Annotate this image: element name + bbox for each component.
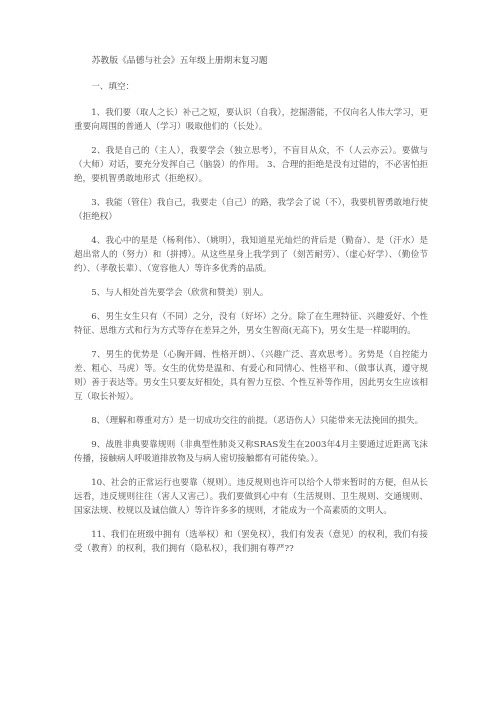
question-paragraph-9: 9、战胜非典要靠规则（非典型性肺炎又称SRAS发生在2003年4月主要通过近距离飞沫传播，接触病人呼吸道排放物及与病人密切接触都有可能传染。）。 (74, 440, 428, 464)
document-body (74, 54, 428, 566)
question-paragraph-5: 5、与人相处首先要学会（欣赏和赞美）别人。 (91, 288, 269, 298)
question-paragraph-8: 8、（理解和尊重对方）是一切成功交往的前提。（恶语伤人）只能带来无法挽回的损失。 (91, 416, 424, 426)
question-paragraph-4: 4、我心中的星是（杨利伟）、（姚明），我知道星光灿烂的背后是（勤奋）、是（汗水）是超出常人的（努力）和（拼搏）。从这些星身上我学到了（刻苦耐劳）、（虚心好学）、（勤俭节约）、（孝敬长辈）、（宽容他人）等许多优秀的品质。 (74, 236, 428, 274)
question-paragraph-6: 6、男生女生只有（不同）之分，没有（好坏）之分。除了在生理特征、兴趣爱好、个性特征、思维方式和行为方式等存在差异之外，男女生智商(无高下)，男女生是一样聪明的。 (74, 312, 428, 336)
question-paragraph-7: 7、男生的优势是（心胸开阔、性格开朗）、（兴趣广泛、喜欢思考）。劣势是（自控能力差、粗心、马虎）等。女生的优势是温和、有爱心和同情心、性格平和、（做事认真，遵守规则）善于表达等。男女生只要友好相处，具有智力互偿、个性互补等作用，因此男女生应该相互（取长补短）。 (74, 350, 428, 402)
question-paragraph-3: 3、我能（管住）我自己，我要走（自己）的路，我学会了说（不），我要机智勇敢地行使（拒绝权） (74, 198, 428, 222)
question-paragraph-1: 1、我们要（取人之长）补己之短，要认识（自我），挖掘潜能，不仅向名人伟大学习，更重要向周围的普通人（学习）吸取他们的（长处）。 (74, 108, 428, 132)
question-paragraph-10: 10、社会的正常运行也要靠（规则）。违反规则也许可以给个人带来暂时的方便，但从长远看，违反规则往往（害人又害己）。我们要做到心中有（生活规则、卫生规则、交通规则、国家法规、校规以及诚信做人）等许许多多的规则，才能成为一个高素质的文明人。 (74, 478, 428, 516)
question-paragraph-2: 2、我是自己的（主人），我要学会（独立思考），不盲目从众，不（人云亦云）。要做与（大师）对话，要充分发挥自己（脑袋）的作用。 3、合理的拒绝是没有过错的，不必害怕拒绝，要机智勇敢地形式（拒绝权）。 (74, 146, 428, 184)
section-heading: 一、填空： (91, 82, 135, 92)
document-title: 苏教版《品德与社会》五年级上册期末复习题 (91, 56, 268, 66)
question-paragraph-11: 11、我们在班级中拥有（选举权）和（罢免权），我们有发表（意见）的权利，我们有接受（教育）的权利，我们拥有（隐私权），我们拥有尊严?? (74, 530, 428, 554)
